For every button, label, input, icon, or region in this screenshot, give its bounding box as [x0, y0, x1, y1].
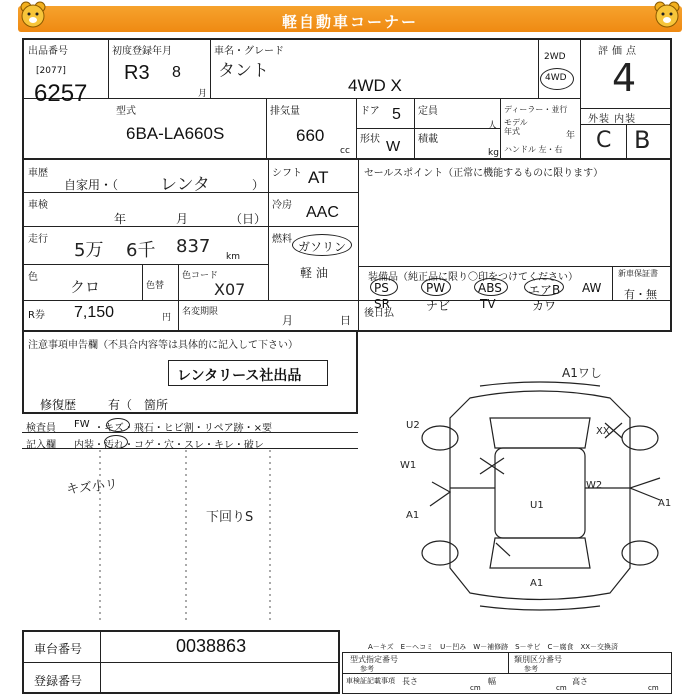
recycle-label: R券 — [28, 310, 45, 321]
car-diagram — [400, 378, 680, 618]
inspector-label-1: 検査員 — [26, 423, 56, 434]
shift-value: AT — [308, 168, 329, 187]
lot-code: [2077] — [36, 66, 66, 76]
shape-value: W — [386, 138, 401, 155]
doors-value: 5 — [392, 106, 401, 123]
model-year-unit: 年 — [566, 131, 576, 141]
equipment-label: 装備品（純正品に限り〇印をつけてください） — [368, 272, 578, 283]
history-close: ） — [252, 178, 265, 192]
chassis-value: 0038863 — [176, 636, 247, 656]
doors-label: ドア — [360, 106, 380, 117]
shift-label: シフト — [272, 168, 302, 179]
inspector-row1: ・キズ・飛石・ヒビ割・リペア跡・×要 — [94, 423, 272, 434]
header-title: 軽自動車コーナー — [281, 13, 418, 31]
mileage-unit: km — [226, 252, 240, 262]
inspection-month: 月 — [176, 212, 189, 226]
exterior-grade: C — [596, 128, 612, 153]
fuel-gasoline: ガソリン — [298, 240, 347, 254]
name-change-label: 名変期限 — [182, 307, 219, 317]
capacity-unit: 人 — [488, 121, 498, 131]
interior-grade: B — [634, 126, 651, 154]
w2-mark: W2 — [586, 480, 603, 491]
name-change-month: 月 — [282, 314, 293, 327]
inspector-row1-head: FW — [74, 419, 90, 430]
model-label: 型式 — [116, 106, 136, 117]
equipment-pw: PW — [426, 281, 446, 295]
displacement-unit: cc — [340, 146, 350, 156]
inspector-label-2: 記入欄 — [26, 440, 56, 451]
legend-text: A－キズ E－ヘコミ U－凹み W－補修跡 S－サビ C－腐食 XX－交換済 — [368, 643, 619, 651]
first-reg-month: 8 — [172, 64, 181, 81]
drive-2wd: 2WD — [544, 52, 566, 62]
car-grade: 4WD X — [348, 76, 402, 95]
recycle-value: 7,150 — [74, 304, 115, 321]
color-code-label: 色コード — [182, 271, 219, 281]
equipment-tv: TV — [480, 297, 496, 311]
dims-length: 長さ — [402, 677, 418, 686]
dims-unit-2: cm — [556, 684, 567, 692]
rental-stamp-text: レンタリース社出品 — [177, 368, 302, 384]
displacement-label: 排気量 — [270, 106, 300, 117]
mileage-rest: 837 — [176, 236, 211, 257]
equipment-abs: ABS — [478, 281, 502, 295]
handle-label: ハンドル 左・右 — [504, 145, 563, 154]
category-label: 類別区分番号 — [514, 655, 562, 664]
color-code-value: X07 — [214, 280, 246, 299]
capacity-label: 定員 — [418, 106, 438, 117]
first-reg-era: R3 — [124, 62, 150, 84]
inspector-row2: ・汚れ・コゲ・穴・スレ・キレ・破レ — [94, 440, 264, 451]
history-label: 車歴 — [28, 168, 48, 179]
equipment-navi: ナビ — [426, 299, 451, 313]
aircon-label: 冷房 — [272, 200, 292, 211]
load-unit: kg — [488, 148, 499, 158]
displacement-value: 660 — [296, 126, 325, 145]
color-label: 色 — [28, 272, 38, 283]
color-change-label: 色替 — [146, 281, 165, 291]
car-name-label: 車名・グレード — [214, 46, 284, 57]
first-reg-month-unit: 月 — [198, 89, 208, 99]
history-options: 自家用・（ — [64, 178, 119, 192]
registration-label: 登録番号 — [34, 674, 83, 688]
category-sub: 参考 — [524, 665, 538, 673]
dims-width: 幅 — [488, 677, 496, 686]
repair-suffix: 箇所 — [144, 398, 169, 412]
type-designation-sub: 参考 — [360, 665, 374, 673]
a1-left-mark: A1 — [406, 510, 420, 521]
lot-number: 6257 — [34, 80, 88, 107]
sales-point-label: セールスポイント（正常に機能するものに限ります） — [364, 168, 604, 179]
w1-mark: W1 — [400, 460, 417, 471]
mileage-man: 5万 — [74, 240, 104, 261]
inspector-row2-head: 内装 — [74, 440, 94, 451]
mileage-label: 走行 — [28, 234, 48, 245]
model-value: 6BA-LA660S — [126, 124, 225, 143]
history-value: レンタ — [160, 175, 210, 195]
dealer-label: ディーラー・並行 — [504, 105, 568, 114]
warranty-label: 新車保証書 — [618, 269, 658, 278]
a1-bottom-mark: A1 — [530, 578, 544, 589]
recycle-unit: 円 — [162, 313, 172, 323]
dims-unit-3: cm — [648, 684, 659, 692]
car-name: タント — [218, 61, 269, 81]
dims-unit-1: cm — [470, 684, 481, 692]
notes-label: 注意事項申告欄（不具合内容等は具体的に記入して下さい） — [28, 340, 298, 351]
fuel-label: 燃料 — [272, 234, 292, 245]
mileage-sen: 6千 — [126, 240, 156, 261]
inspection-day: （日） — [230, 212, 267, 226]
repair-label: 修復歴 — [40, 398, 77, 412]
load-label: 積載 — [418, 134, 438, 145]
repair-value: 有（ — [108, 398, 133, 412]
equipment-aw: AW — [582, 281, 602, 295]
shape-label: 形状 — [360, 134, 380, 145]
xx-mark: XX — [596, 426, 610, 437]
drive-4wd: 4WD — [545, 73, 567, 83]
chassis-label: 車台番号 — [34, 642, 83, 656]
note-scratch: キズ小リ — [65, 477, 119, 498]
dims-height: 高さ — [572, 677, 588, 686]
a1-right-mark: A1 — [658, 498, 672, 509]
rating-score: 4 — [612, 56, 637, 100]
aircon-value: AAC — [306, 204, 339, 221]
type-designation-label: 型式指定番号 — [350, 655, 398, 664]
model-year-label: モデル年式 — [504, 118, 528, 136]
warranty-value: 有・無 — [624, 288, 657, 301]
note-underbody: 下回りS — [206, 510, 254, 525]
color-value: クロ — [70, 278, 101, 296]
ext-int-label: 外装 内装 — [588, 114, 637, 125]
equipment-leather: カワ — [532, 299, 557, 313]
rating-label: 評価点 — [598, 46, 640, 57]
fuel-diesel: 軽 油 — [300, 266, 328, 280]
u1-mark: U1 — [530, 500, 544, 511]
equipment-airbag: エアB — [528, 283, 561, 297]
name-change-day: 日 — [340, 314, 351, 327]
u2-mark: U2 — [406, 420, 420, 431]
first-reg-label: 初度登録年月 — [112, 46, 172, 57]
lot-label: 出品番号 — [28, 46, 68, 57]
equipment-sr: SR — [374, 297, 390, 311]
dims-label: 車検証記載事項 — [346, 677, 395, 685]
rear-seat-label: 後日払 — [364, 308, 394, 319]
inspection-year: 年 — [114, 212, 127, 226]
equipment-ps: PS — [374, 281, 389, 295]
inspection-label: 車検 — [28, 200, 48, 211]
top-mark: A1ワし — [562, 366, 602, 380]
